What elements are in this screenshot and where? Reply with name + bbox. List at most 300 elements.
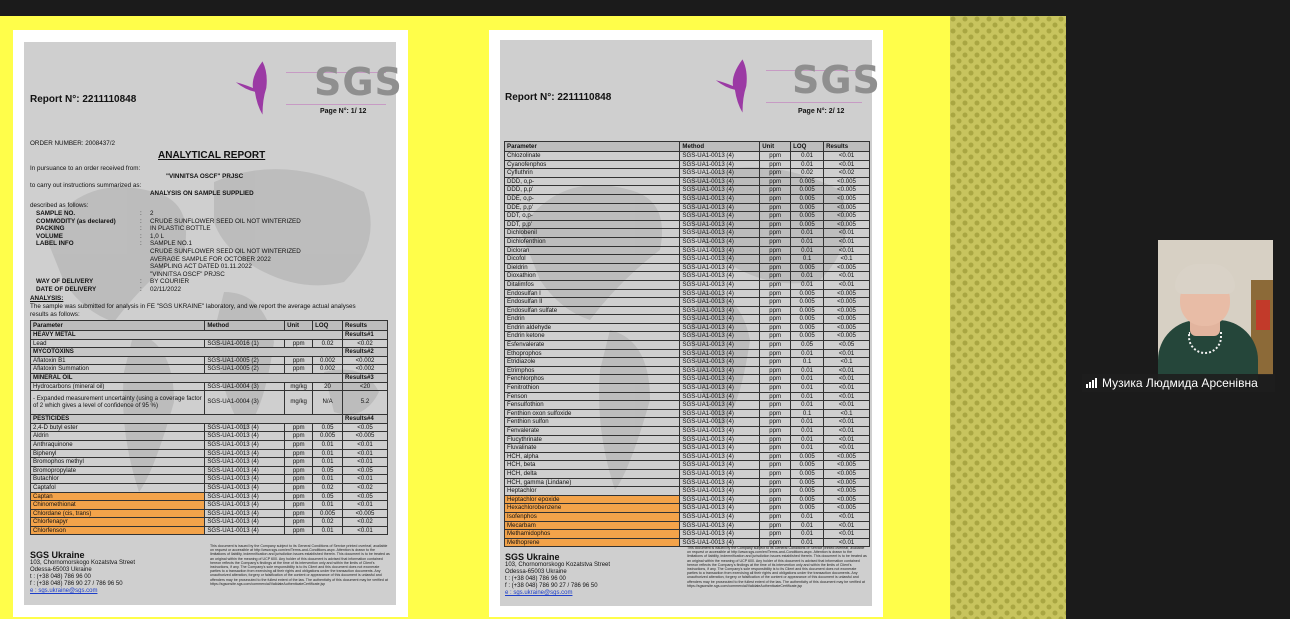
- field-value: 1,0 L: [150, 232, 165, 240]
- method-cell: SGS-UA1-0013 (4): [680, 323, 760, 332]
- method-cell: SGS-UA1-0013 (4): [205, 483, 285, 492]
- unit-cell: ppm: [285, 466, 313, 475]
- result-cell: <0.01: [824, 375, 870, 384]
- unit-cell: ppm: [760, 323, 791, 332]
- method-cell: SGS-UA1-0013 (4): [680, 418, 760, 427]
- report-title: ANALYTICAL REPORT: [158, 150, 266, 161]
- table-row: [505, 487, 870, 496]
- result-cell: <0.005: [824, 306, 870, 315]
- method-cell: SGS-UA1-0013 (4): [205, 475, 285, 484]
- result-cell: <0.01: [824, 366, 870, 375]
- table-row: [31, 348, 388, 357]
- loq-cell: 0.01: [791, 237, 824, 246]
- result-cell: <0.002: [343, 365, 388, 374]
- loq-cell: 0.01: [791, 366, 824, 375]
- result-cell: <0.005: [824, 332, 870, 341]
- table-row: [31, 391, 388, 415]
- loq-cell: 0.005: [791, 220, 824, 229]
- table-row: [31, 458, 388, 467]
- unit-cell: ppm: [285, 501, 313, 510]
- footer-company: SGS Ukraine: [505, 552, 560, 562]
- method-cell: SGS-UA1-0013 (4): [680, 289, 760, 298]
- method-cell: SGS-UA1-0013 (4): [680, 152, 760, 161]
- table-row: [31, 331, 388, 340]
- field-label: LABEL INFO: [36, 240, 74, 248]
- loq-cell: 0.02: [313, 339, 343, 348]
- footer-email: e : sgs.ukraine@sgs.com: [30, 588, 98, 594]
- loq-cell: 0.02: [313, 518, 343, 527]
- parameter-cell: Butachlor: [31, 475, 205, 484]
- unit-cell: ppm: [285, 492, 313, 501]
- section-results: Results#2: [343, 348, 388, 357]
- loq-cell: 0.01: [313, 449, 343, 458]
- page-number: Page N°: 1/ 12: [320, 108, 367, 115]
- field-value: SAMPLE NO.1: [150, 240, 192, 248]
- loq-cell: 0.005: [791, 504, 824, 513]
- analysis-text: The sample was submitted for analysis in FE "SGS UKRAINE" laboratory, and we report the average actual analyses: [30, 303, 356, 310]
- table-row: [505, 255, 870, 264]
- table-row: [505, 289, 870, 298]
- result-cell: <0.005: [824, 504, 870, 513]
- result-cell: <0.005: [824, 212, 870, 221]
- col-parameter: Parameter: [31, 321, 205, 331]
- unit-cell: ppm: [760, 349, 791, 358]
- report-number: Report N°: 2211110848: [505, 92, 612, 103]
- unit-cell: ppm: [760, 444, 791, 453]
- parameter-cell: DDD, o,p-: [505, 177, 680, 186]
- parameter-cell: Lead: [31, 339, 205, 348]
- result-cell: <0.005: [824, 469, 870, 478]
- participant-video[interactable]: [1158, 240, 1273, 375]
- result-cell: <0.01: [824, 538, 870, 547]
- parameter-cell: DDD, p,p': [505, 186, 680, 195]
- result-cell: <0.05: [343, 466, 388, 475]
- loq-cell: 0.005: [791, 469, 824, 478]
- label-info-line: AVERAGE SAMPLE FOR OCTOBER 2022: [150, 255, 271, 263]
- section-results: Results#1: [343, 331, 388, 340]
- unit-cell: ppm: [760, 538, 791, 547]
- loq-cell: 0.005: [313, 432, 343, 441]
- method-cell: SGS-UA1-0013 (4): [680, 521, 760, 530]
- loq-cell: 0.01: [791, 229, 824, 238]
- table-row: [505, 409, 870, 418]
- method-cell: SGS-UA1-0013 (4): [205, 458, 285, 467]
- parameter-cell: Endrin: [505, 315, 680, 324]
- method-cell: SGS-UA1-0013 (4): [680, 504, 760, 513]
- method-cell: SGS-UA1-0016 (1): [205, 339, 285, 348]
- parameter-cell: Chlordane (cis, trans): [31, 509, 205, 518]
- result-cell: <0.05: [343, 492, 388, 501]
- analysis-summary: ANALYSIS ON SAMPLE SUPPLIED: [150, 190, 254, 197]
- loq-cell: 0.01: [791, 384, 824, 393]
- unit-cell: ppm: [760, 169, 791, 178]
- col-method: Method: [680, 142, 760, 152]
- parameter-cell: Dicloran: [505, 246, 680, 255]
- unit-cell: ppm: [760, 512, 791, 521]
- table-row: [31, 356, 388, 365]
- unit-cell: ppm: [760, 495, 791, 504]
- participant-hair: [1175, 264, 1235, 294]
- parameter-cell: Hydrocarbons (mineral oil): [31, 382, 205, 391]
- parameter-cell: Flucythrinate: [505, 435, 680, 444]
- parameter-cell: DDT, p,p': [505, 220, 680, 229]
- unit-cell: ppm: [760, 504, 791, 513]
- col-unit: Unit: [760, 142, 791, 152]
- parameter-cell: Fenson: [505, 392, 680, 401]
- parameter-cell: Etridiazole: [505, 358, 680, 367]
- unit-cell: ppm: [285, 365, 313, 374]
- table-row: [505, 375, 870, 384]
- unit-cell: ppm: [285, 518, 313, 527]
- footer-disclaimer: This document is issued by the Company subject to its General Conditions of Service printed overleaf, available on request or accessible at http://www.sgs.com/en/Terms-and-Conditions.aspx. Attention is drawn to the limitations of liability, indemnification and jurisdiction issues established therein. This document is to be treated as an original within the meaning of UCP 600. Any holder of this document is advised that information contained hereon reflects the Company's findings at the time of its intervention only and within the limits of Client's instructions, if any. The Company's sole responsibility is to its Client and this document does not exonerate parties to a transaction from exercising all their rights and obligations under the transaction documents. Any unauthorized alteration, forgery or falsification of the content or appearance of this document is unlawful and offenders may be prosecuted to the fullest extent of the law. The authenticity of this document may be verified at https://sgsonsite.sgs.com/commercial/ValidateAuthenticateCertificate.jsp: [210, 544, 390, 586]
- result-cell: <0.01: [824, 521, 870, 530]
- method-cell: SGS-UA1-0013 (4): [205, 492, 285, 501]
- parameter-cell: Esfenvalerate: [505, 341, 680, 350]
- result-cell: <0.01: [824, 444, 870, 453]
- parameter-cell: Endosulfan II: [505, 298, 680, 307]
- method-cell: SGS-UA1-0013 (4): [680, 203, 760, 212]
- method-cell: SGS-UA1-0005 (2): [205, 356, 285, 365]
- table-row: [505, 169, 870, 178]
- parameter-cell: Endrin ketone: [505, 332, 680, 341]
- loq-cell: 0.005: [791, 177, 824, 186]
- unit-cell: ppm: [760, 530, 791, 539]
- method-cell: SGS-UA1-0013 (4): [680, 358, 760, 367]
- parameter-cell: Fluvalinate: [505, 444, 680, 453]
- unit-cell: ppm: [760, 263, 791, 272]
- unit-cell: ppm: [760, 212, 791, 221]
- books: [1256, 300, 1270, 330]
- result-cell: <0.01: [343, 440, 388, 449]
- label-info-line: "VINNITSA OSCF" PRJSC: [150, 270, 225, 278]
- result-cell: <0.01: [824, 272, 870, 281]
- result-cell: <0.05: [343, 423, 388, 432]
- loq-cell: 0.05: [313, 492, 343, 501]
- col-method: Method: [205, 321, 285, 331]
- table-row: [505, 220, 870, 229]
- loq-cell: 0.002: [313, 365, 343, 374]
- result-cell: <0.01: [824, 435, 870, 444]
- table-row: [31, 483, 388, 492]
- unit-cell: ppm: [760, 461, 791, 470]
- footer-address-line: 103, Chornomorskogo Kozatstva Street: [505, 562, 611, 568]
- method-cell: SGS-UA1-0013 (4): [680, 530, 760, 539]
- field-colon: :: [140, 240, 142, 248]
- loq-cell: N/A: [313, 391, 343, 415]
- table-row: [31, 339, 388, 348]
- result-cell: <0.01: [824, 512, 870, 521]
- col-loq: LOQ: [313, 321, 343, 331]
- document-page-2: [500, 40, 881, 606]
- unit-cell: ppm: [760, 280, 791, 289]
- method-cell: SGS-UA1-0013 (4): [680, 220, 760, 229]
- field-label: SAMPLE NO.: [36, 210, 76, 217]
- result-cell: <0.01: [824, 349, 870, 358]
- result-cell: <0.01: [824, 427, 870, 436]
- result-cell: <0.02: [343, 518, 388, 527]
- table-row: [31, 492, 388, 501]
- method-cell: SGS-UA1-0013 (4): [680, 427, 760, 436]
- instructions-text: to carry out instructions summarized as:: [30, 182, 142, 189]
- parameter-cell: Fenvalerate: [505, 427, 680, 436]
- method-cell: SGS-UA1-0013 (4): [205, 440, 285, 449]
- table-row: [505, 194, 870, 203]
- result-cell: <0.1: [824, 255, 870, 264]
- section-name: MINERAL OIL: [31, 373, 343, 382]
- loq-cell: 0.005: [791, 186, 824, 195]
- shared-screen: [0, 16, 1066, 619]
- loq-cell: 0.1: [791, 255, 824, 264]
- section-results: Results#3: [343, 373, 388, 382]
- footer-company: SGS Ukraine: [30, 550, 85, 560]
- parameter-cell: Fenchlorphos: [505, 375, 680, 384]
- method-cell: SGS-UA1-0013 (4): [680, 298, 760, 307]
- method-cell: SGS-UA1-0013 (4): [680, 469, 760, 478]
- loq-cell: 0.005: [791, 203, 824, 212]
- method-cell: SGS-UA1-0013 (4): [680, 487, 760, 496]
- unit-cell: ppm: [760, 289, 791, 298]
- footer-email: e : sgs.ukraine@sgs.com: [505, 590, 573, 596]
- method-cell: SGS-UA1-0013 (4): [680, 263, 760, 272]
- table-row: [505, 435, 870, 444]
- result-cell: <0.005: [824, 298, 870, 307]
- method-cell: SGS-UA1-0013 (4): [680, 349, 760, 358]
- parameter-cell: 2,4-D butyl ester: [31, 423, 205, 432]
- field-colon: :: [140, 232, 142, 240]
- client-name: "VINNITSA OSCF" PRJSC: [166, 173, 244, 180]
- result-cell: <0.02: [343, 339, 388, 348]
- table-row: [505, 427, 870, 436]
- parameter-cell: DDE, o,p-: [505, 194, 680, 203]
- method-cell: SGS-UA1-0013 (4): [680, 229, 760, 238]
- results-table-page-1: [30, 320, 388, 535]
- result-cell: <20: [343, 382, 388, 391]
- footer-address-line: t : (+38 048) 786 96 00: [30, 574, 91, 580]
- field-label: VOLUME: [36, 232, 63, 240]
- loq-cell: 0.01: [313, 526, 343, 535]
- table-row: [505, 478, 870, 487]
- field-colon: :: [140, 278, 142, 286]
- method-cell: SGS-UA1-0013 (4): [680, 409, 760, 418]
- method-cell: SGS-UA1-0013 (4): [680, 272, 760, 281]
- parameter-cell: HCH, alpha: [505, 452, 680, 461]
- parameter-cell: Dichlofenthion: [505, 237, 680, 246]
- table-row: [31, 382, 388, 391]
- parameter-cell: Methoprene: [505, 538, 680, 547]
- unit-cell: ppm: [760, 315, 791, 324]
- result-cell: <0.01: [343, 449, 388, 458]
- method-cell: SGS-UA1-0013 (4): [205, 423, 285, 432]
- method-cell: SGS-UA1-0013 (4): [680, 194, 760, 203]
- loq-cell: 0.01: [791, 538, 824, 547]
- result-cell: <0.005: [824, 461, 870, 470]
- field-label: COMMODITY (as declared): [36, 217, 116, 225]
- result-cell: <0.1: [824, 409, 870, 418]
- unit-cell: ppm: [760, 427, 791, 436]
- unit-cell: ppm: [760, 229, 791, 238]
- parameter-cell: DDT, o,p-: [505, 212, 680, 221]
- result-cell: 5.2: [343, 391, 388, 415]
- unit-cell: ppm: [760, 220, 791, 229]
- parameter-cell: Fenthion sulfon: [505, 418, 680, 427]
- result-cell: <0.005: [824, 263, 870, 272]
- field-value: IN PLASTIC BOTTLE: [150, 225, 211, 233]
- described-text: described as follows:: [30, 202, 89, 209]
- table-row: [505, 504, 870, 513]
- loq-cell: 0.005: [791, 194, 824, 203]
- section-name: HEAVY METAL: [31, 331, 343, 340]
- field-value: 2: [150, 210, 154, 217]
- parameter-cell: Endosulfan I: [505, 289, 680, 298]
- loq-cell: 0.01: [791, 349, 824, 358]
- table-row: [505, 358, 870, 367]
- method-cell: SGS-UA1-0004 (3): [205, 382, 285, 391]
- method-cell: SGS-UA1-0013 (4): [680, 246, 760, 255]
- footer-address: [30, 560, 135, 595]
- loq-cell: 0.01: [313, 440, 343, 449]
- parameter-cell: Dicofol: [505, 255, 680, 264]
- unit-cell: ppm: [760, 177, 791, 186]
- table-row: [505, 392, 870, 401]
- field-label: PACKING: [36, 225, 65, 233]
- method-cell: SGS-UA1-0013 (4): [680, 306, 760, 315]
- unit-cell: ppm: [760, 392, 791, 401]
- method-cell: SGS-UA1-0013 (4): [205, 526, 285, 535]
- parameter-cell: Aflatoxin B1: [31, 356, 205, 365]
- unit-cell: ppm: [760, 272, 791, 281]
- method-cell: SGS-UA1-0005 (2): [205, 365, 285, 374]
- result-cell: <0.005: [824, 452, 870, 461]
- table-row: [505, 272, 870, 281]
- loq-cell: 0.01: [791, 530, 824, 539]
- unit-cell: ppm: [760, 332, 791, 341]
- parameter-cell: Dichlobenil: [505, 229, 680, 238]
- loq-cell: 0.005: [791, 495, 824, 504]
- unit-cell: ppm: [285, 526, 313, 535]
- unit-cell: ppm: [760, 298, 791, 307]
- unit-cell: ppm: [760, 401, 791, 410]
- parameter-cell: Fenitrothion: [505, 384, 680, 393]
- table-row: [505, 461, 870, 470]
- label-info-line: SAMPLING ACT DATED 01.11.2022: [150, 263, 252, 271]
- field-label: DATE OF DELIVERY: [36, 286, 97, 293]
- unit-cell: ppm: [760, 375, 791, 384]
- table-row: [505, 401, 870, 410]
- col-results: Results: [343, 321, 388, 331]
- result-cell: <0.005: [824, 315, 870, 324]
- parameter-cell: HCH, delta: [505, 469, 680, 478]
- result-cell: <0.01: [824, 418, 870, 427]
- background-pattern: [950, 16, 1066, 619]
- table-row: [505, 341, 870, 350]
- method-cell: SGS-UA1-0013 (4): [205, 501, 285, 510]
- table-row: [505, 152, 870, 161]
- table-row: [505, 315, 870, 324]
- loq-cell: 0.1: [791, 409, 824, 418]
- unit-cell: ppm: [760, 469, 791, 478]
- table-row: [505, 384, 870, 393]
- loq-cell: 0.005: [791, 323, 824, 332]
- result-cell: <0.01: [824, 246, 870, 255]
- footer-address-line: t : (+38 048) 786 96 00: [505, 576, 566, 582]
- parameter-cell: Bromopropylate: [31, 466, 205, 475]
- order-number: ORDER NUMBER: 2008437/2: [30, 140, 116, 147]
- field-colon: :: [140, 217, 142, 225]
- loq-cell: 0.005: [791, 487, 824, 496]
- loq-cell: 0.05: [313, 466, 343, 475]
- table-row: [31, 475, 388, 484]
- table-row: [505, 263, 870, 272]
- method-cell: SGS-UA1-0013 (4): [680, 512, 760, 521]
- table-row: [505, 530, 870, 539]
- unit-cell: mg/kg: [285, 382, 313, 391]
- result-cell: <0.01: [824, 152, 870, 161]
- unit-cell: ppm: [760, 306, 791, 315]
- intro-text: In pursuance to an order received from:: [30, 165, 141, 172]
- result-cell: <0.01: [824, 392, 870, 401]
- loq-cell: 0.01: [791, 152, 824, 161]
- method-cell: SGS-UA1-0013 (4): [205, 466, 285, 475]
- table-row: [505, 469, 870, 478]
- table-row: [505, 495, 870, 504]
- table-row: [505, 418, 870, 427]
- method-cell: SGS-UA1-0013 (4): [205, 432, 285, 441]
- parameter-cell: Ethoprophos: [505, 349, 680, 358]
- unit-cell: ppm: [760, 521, 791, 530]
- method-cell: SGS-UA1-0013 (4): [205, 449, 285, 458]
- method-cell: SGS-UA1-0013 (4): [680, 461, 760, 470]
- col-unit: Unit: [285, 321, 313, 331]
- field-value: CRUDE SUNFLOWER SEED OIL NOT WINTERIZED: [150, 217, 301, 225]
- method-cell: SGS-UA1-0013 (4): [205, 509, 285, 518]
- unit-cell: ppm: [760, 246, 791, 255]
- footer-address-line: f : (+38 048) 786 90 27 / 786 96 50: [505, 583, 598, 589]
- loq-cell: 0.005: [791, 289, 824, 298]
- loq-cell: 0.01: [313, 458, 343, 467]
- loq-cell: 0.01: [791, 160, 824, 169]
- loq-cell: 0.005: [791, 306, 824, 315]
- method-cell: SGS-UA1-0004 (3): [205, 391, 285, 415]
- unit-cell: ppm: [285, 475, 313, 484]
- loq-cell: 0.01: [791, 392, 824, 401]
- field-label: WAY OF DELIVERY: [36, 278, 94, 286]
- loq-cell: 0.05: [791, 341, 824, 350]
- loq-cell: 0.002: [313, 356, 343, 365]
- footer-address-line: f : (+38 048) 786 90 27 / 786 96 50: [30, 581, 123, 587]
- sgs-logo-text: SGS: [314, 60, 403, 104]
- document-page-2-sheet: [489, 30, 883, 617]
- loq-cell: 0.01: [313, 475, 343, 484]
- loq-cell: 0.01: [791, 375, 824, 384]
- unit-cell: ppm: [285, 483, 313, 492]
- page-number: Page N°: 2/ 12: [798, 108, 845, 115]
- table-row: [505, 229, 870, 238]
- unit-cell: mg/kg: [285, 391, 313, 415]
- footer-address: [505, 562, 610, 597]
- method-cell: SGS-UA1-0013 (4): [680, 237, 760, 246]
- loq-cell: 0.01: [791, 280, 824, 289]
- method-cell: SGS-UA1-0013 (4): [680, 478, 760, 487]
- table-row: [505, 280, 870, 289]
- result-cell: <0.01: [824, 401, 870, 410]
- parameter-cell: - Expanded measurement uncertainty (using a coverage factor of 2 which gives a level of confidence of 95 %): [31, 391, 205, 415]
- result-cell: <0.005: [824, 487, 870, 496]
- parameter-cell: Dieldrin: [505, 263, 680, 272]
- table-row: [505, 306, 870, 315]
- method-cell: SGS-UA1-0013 (4): [680, 341, 760, 350]
- parameter-cell: Etrimphos: [505, 366, 680, 375]
- method-cell: SGS-UA1-0013 (4): [680, 177, 760, 186]
